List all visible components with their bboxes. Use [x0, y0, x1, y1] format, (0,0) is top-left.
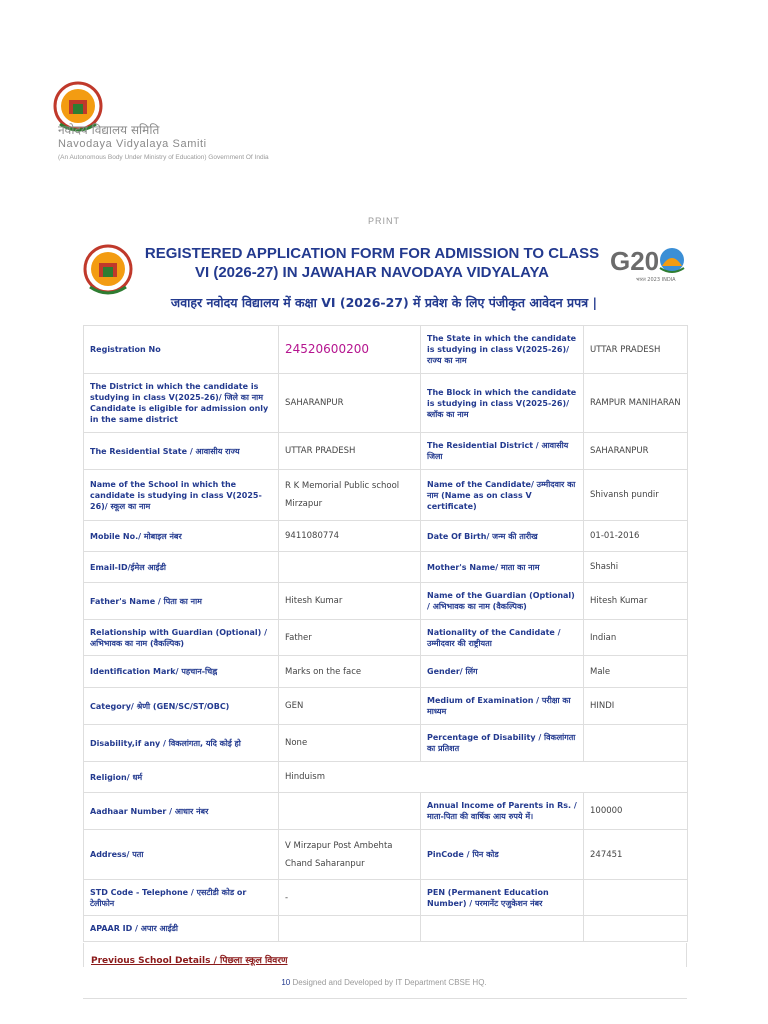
- field-value: V Mirzapur Post Ambehta Chand Saharanpur: [279, 830, 421, 880]
- g20-logo-icon: [608, 242, 688, 284]
- field-label: Father's Name / पिता का नाम: [84, 583, 279, 620]
- field-value: UTTAR PRADESH: [584, 326, 688, 374]
- field-value: None: [279, 725, 421, 762]
- field-value: [584, 725, 688, 762]
- table-row: [84, 583, 688, 620]
- field-label: Identification Mark/ पहचान-चिह्न: [84, 656, 279, 688]
- field-value: [279, 326, 421, 374]
- field-label: Relationship with Guardian (Optional) / अभिभावक का नाम (वैकल्पिक): [84, 620, 279, 656]
- field-label: Aadhaar Number / आधार नंबर: [84, 793, 279, 830]
- print-button[interactable]: PRINT: [368, 216, 400, 226]
- field-label: The Residential District / आवासीय जिला: [421, 433, 584, 470]
- table-row: [84, 688, 688, 725]
- field-label: Mobile No./ मोबाइल नंबर: [84, 521, 279, 552]
- field-value: Indian: [584, 620, 688, 656]
- table-row: [84, 830, 688, 880]
- org-name-hindi: नवोदय विद्यालय समिति: [58, 123, 160, 137]
- field-value: 9411080774: [279, 521, 421, 552]
- page-number: 10: [281, 978, 291, 987]
- footer-divider: [83, 998, 687, 999]
- previous-school-link[interactable]: Previous School Details / पिछला स्कूल विवरण: [91, 956, 288, 966]
- table-row: [84, 470, 688, 521]
- field-label: The Block in which the candidate is studying in class V(2025-26)/ ब्लॉक का नाम: [421, 374, 584, 433]
- table-row: [84, 880, 688, 916]
- field-label: PinCode / पिन कोड: [421, 830, 584, 880]
- field-value: Shashi: [584, 552, 688, 583]
- field-value: [279, 552, 421, 583]
- table-row: [84, 374, 688, 433]
- footer: [0, 978, 768, 987]
- field-value: R K Memorial Public school Mirzapur: [279, 470, 421, 521]
- field-value: SAHARANPUR: [584, 433, 688, 470]
- field-label: Mother's Name/ माता का नाम: [421, 552, 584, 583]
- application-form-table: [83, 325, 688, 942]
- field-label: Address/ पता: [84, 830, 279, 880]
- field-label: APAAR ID / अपार आईडी: [84, 916, 279, 942]
- field-value: Hitesh Kumar: [584, 583, 688, 620]
- field-label: STD Code - Telephone / एसटीडी कोड or टेलीफोन: [84, 880, 279, 916]
- field-label: The District in which the candidate is studying in class V(2025-26)/ जिले का नाम Candidate is eligible for admission only in the same district: [84, 374, 279, 433]
- field-value: GEN: [279, 688, 421, 725]
- svg-text:G20: G20: [610, 246, 660, 276]
- table-row: [84, 916, 688, 942]
- field-label: Name of the Candidate/ उम्मीदवार का नाम (Name as on class V certificate): [421, 470, 584, 521]
- table-row: [84, 521, 688, 552]
- field-value: [279, 916, 421, 942]
- field-label: Gender/ लिंग: [421, 656, 584, 688]
- field-label: [421, 916, 584, 942]
- table-row: [84, 762, 688, 793]
- table-row: [84, 326, 688, 374]
- field-label: Date Of Birth/ जन्म की तारीख: [421, 521, 584, 552]
- table-row: [84, 433, 688, 470]
- org-subtitle: (An Autonomous Body Under Ministry of Education) Government Of India: [58, 154, 269, 161]
- table-row: [84, 620, 688, 656]
- field-value: HINDI: [584, 688, 688, 725]
- form-title-hindi: जवाहर नवोदय विद्यालय में कक्षा VI (2026-27) में प्रवेश के लिए पंजीकृत आवेदन प्रपत्र |: [170, 295, 598, 310]
- field-value: [584, 916, 688, 942]
- footer-credit: Designed and Developed by IT Department CBSE HQ.: [292, 978, 487, 987]
- org-name-english: Navodaya Vidyalaya Samiti: [58, 138, 207, 150]
- form-title: REGISTERED APPLICATION FORM FOR ADMISSION TO CLASS VI (2026-27) IN JAWAHAR NAVODAYA VIDYALAYA: [144, 245, 600, 281]
- field-label: Disability,if any / विकलांगता, यदि कोई हो: [84, 725, 279, 762]
- svg-text:भारत 2023 INDIA: भारत 2023 INDIA: [636, 277, 676, 283]
- field-value: Shivansh pundir: [584, 470, 688, 521]
- field-label: Name of the School in which the candidate is studying in class V(2025-26)/ स्कूल का नाम: [84, 470, 279, 521]
- religion-value: Hinduism: [279, 762, 688, 793]
- field-label: Nationality of the Candidate / उम्मीदवार की राष्ट्रीयता: [421, 620, 584, 656]
- field-value: [279, 793, 421, 830]
- field-value: Male: [584, 656, 688, 688]
- field-label: Annual Income of Parents in Rs. / माता-पिता की वार्षिक आय रुपये में।: [421, 793, 584, 830]
- field-label: Email-ID/ईमेल आईडी: [84, 552, 279, 583]
- field-value: RAMPUR MANIHARAN: [584, 374, 688, 433]
- field-value: 247451: [584, 830, 688, 880]
- table-row: [84, 725, 688, 762]
- field-value: SAHARANPUR: [279, 374, 421, 433]
- field-value: Marks on the face: [279, 656, 421, 688]
- field-label: Category/ श्रेणी (GEN/SC/ST/OBC): [84, 688, 279, 725]
- field-value: 100000: [584, 793, 688, 830]
- field-label: PEN (Permanent Education Number) / परमानेंट एजुकेशन नंबर: [421, 880, 584, 916]
- table-row: [84, 793, 688, 830]
- field-value: UTTAR PRADESH: [279, 433, 421, 470]
- field-value: 01-01-2016: [584, 521, 688, 552]
- field-label: Registration No: [84, 326, 279, 374]
- field-value: [584, 880, 688, 916]
- registration-number: 24520600200: [285, 341, 369, 356]
- table-row: [84, 656, 688, 688]
- field-label: Medium of Examination / परीक्षा का माध्यम: [421, 688, 584, 725]
- field-label: The Residential State / आवासीय राज्य: [84, 433, 279, 470]
- religion-label: Religion/ धर्म: [84, 762, 279, 793]
- field-value: Hitesh Kumar: [279, 583, 421, 620]
- field-label: Name of the Guardian (Optional) / अभिभावक का नाम (वैकल्पिक): [421, 583, 584, 620]
- field-label: Percentage of Disability / विकलांगता का प्रतिशत: [421, 725, 584, 762]
- field-value: -: [279, 880, 421, 916]
- field-value: Father: [279, 620, 421, 656]
- field-label: The State in which the candidate is studying in class V(2025-26)/ राज्य का नाम: [421, 326, 584, 374]
- table-row: [84, 552, 688, 583]
